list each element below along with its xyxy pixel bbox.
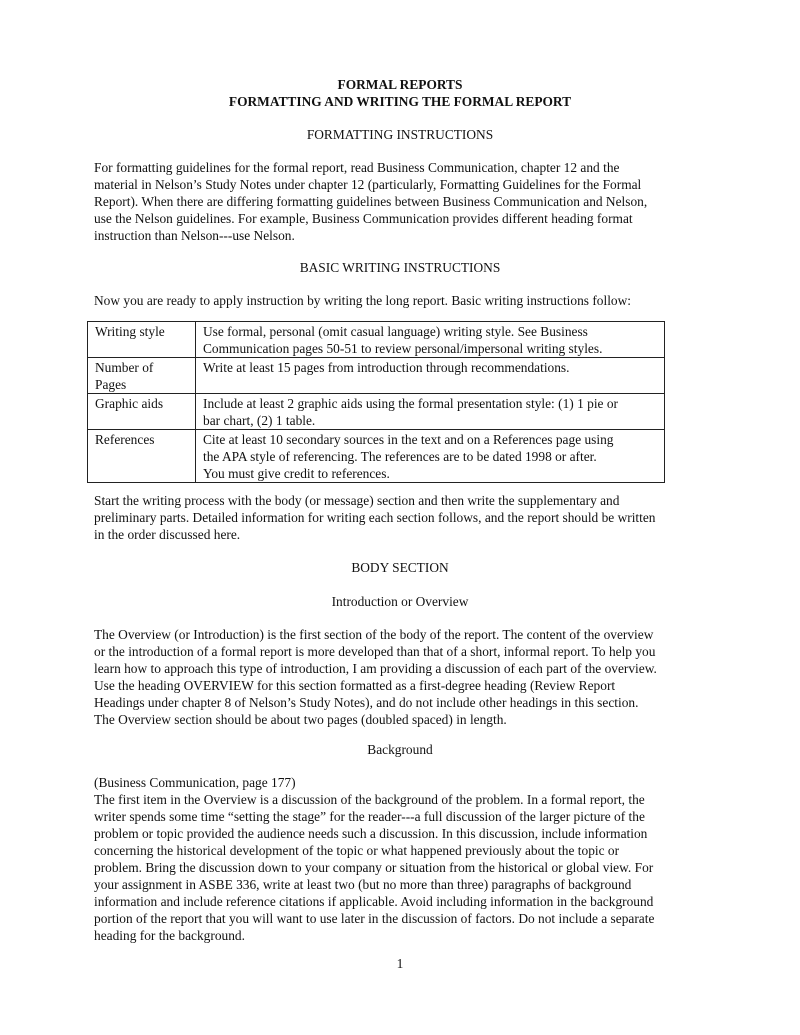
writing-process-paragraph bbox=[94, 492, 706, 543]
document-subtitle: FORMATTING AND WRITING THE FORMAL REPORT bbox=[228, 94, 572, 109]
cell-line: You must give credit to references. bbox=[203, 466, 390, 481]
text-line: The first item in the Overview is a discussion of the background of the problem. In a formal report, the bbox=[94, 792, 645, 807]
overview-heading: Introduction or Overview bbox=[331, 594, 469, 609]
cell-line: Number of bbox=[95, 360, 154, 375]
text-line: Report). When there are differing formatting guidelines between Business Communication and Nelson, bbox=[94, 194, 648, 209]
text-line: writer spends some time “setting the stage” for the reader---a full discussion of the larger picture of the bbox=[94, 809, 645, 824]
table-text-cell bbox=[196, 430, 665, 483]
text-line: Use the heading OVERVIEW for this section formatted as a first-degree heading (Review Report bbox=[94, 678, 616, 693]
text-line: Start the writing process with the body (or message) section and then write the supplementary and bbox=[94, 493, 620, 508]
page-number: 1 bbox=[396, 956, 404, 971]
cell-line: References bbox=[95, 432, 155, 447]
text-line: in the order discussed here. bbox=[94, 527, 241, 542]
cell-line: Communication pages 50-51 to review personal/impersonal writing styles. bbox=[203, 341, 603, 356]
text-line: information and include reference citations if applicable. Avoid including information in the background bbox=[94, 894, 654, 909]
text-line: The Overview section should be about two pages (doubled spaced) in length. bbox=[94, 712, 507, 727]
cell-line: Writing style bbox=[95, 324, 165, 339]
text-line: problem. Bring the discussion down to your company or situation from the historical or global view. For bbox=[94, 860, 654, 875]
cell-line: Include at least 2 graphic aids using the formal presentation style: (1) 1 pie or bbox=[203, 396, 618, 411]
cell-line: Graphic aids bbox=[95, 396, 164, 411]
text-line: Now you are ready to apply instruction by writing the long report. Basic writing instructions follow: bbox=[94, 293, 632, 308]
cell-line: Pages bbox=[95, 377, 127, 392]
text-line: learn how to approach this type of introduction, I am providing a discussion of each part of the overview. bbox=[94, 661, 657, 676]
cell-line: the APA style of referencing. The references are to be dated 1998 or after. bbox=[203, 449, 597, 464]
basic-writing-heading: BASIC WRITING INSTRUCTIONS bbox=[299, 260, 501, 275]
table-row bbox=[88, 394, 665, 430]
formatting-heading: FORMATTING INSTRUCTIONS bbox=[306, 127, 494, 142]
text-line: Headings under chapter 8 of Nelson’s Study Notes), and do not include other headings in this section. bbox=[94, 695, 639, 710]
document-title: FORMAL REPORTS bbox=[337, 77, 463, 92]
table-row bbox=[88, 358, 665, 394]
table-row bbox=[88, 430, 665, 483]
text-line: portion of the report that you will want to use later in the discussion of factors. Do not include a separate bbox=[94, 911, 655, 926]
text-line: problem or topic provided the audience needs such a discussion. In this discussion, include information bbox=[94, 826, 648, 841]
text-line: (Business Communication, page 177) bbox=[94, 775, 296, 790]
text-line: concerning the historical development of the topic or what happened previously about the topic or bbox=[94, 843, 620, 858]
table-text-cell bbox=[196, 322, 665, 358]
cell-line: Cite at least 10 secondary sources in the text and on a References page using bbox=[203, 432, 614, 447]
table-row bbox=[88, 322, 665, 358]
table-text-cell bbox=[196, 394, 665, 430]
text-line: preliminary parts. Detailed information for writing each section follows, and the report should be written bbox=[94, 510, 656, 525]
text-line: heading for the background. bbox=[94, 928, 245, 943]
cell-line: Use formal, personal (omit casual language) writing style. See Business bbox=[203, 324, 588, 339]
table-label-cell bbox=[88, 430, 196, 483]
text-line: your assignment in ASBE 336, write at least two (but no more than three) paragraphs of background bbox=[94, 877, 632, 892]
text-line: or the introduction of a formal report is more developed than that of a short, informal report. To help you bbox=[94, 644, 656, 659]
basic-writing-intro bbox=[94, 292, 706, 309]
table-label-cell bbox=[88, 322, 196, 358]
table-text-cell bbox=[196, 358, 665, 394]
text-line: instruction than Nelson---use Nelson. bbox=[94, 228, 295, 243]
table-label-cell bbox=[88, 394, 196, 430]
table-label-cell bbox=[88, 358, 196, 394]
text-line: use the Nelson guidelines. For example, Business Communication provides different heading format bbox=[94, 211, 633, 226]
background-heading: Background bbox=[367, 742, 433, 757]
text-line: material in Nelson’s Study Notes under chapter 12 (particularly, Formatting Guidelines for the Formal bbox=[94, 177, 642, 192]
background-paragraph bbox=[94, 774, 706, 944]
cell-line: bar chart, (2) 1 table. bbox=[203, 413, 316, 428]
text-line: For formatting guidelines for the formal report, read Business Communication, chapter 12 and the bbox=[94, 160, 620, 175]
formatting-paragraph bbox=[94, 159, 706, 244]
overview-paragraph bbox=[94, 626, 706, 728]
writing-instructions-table bbox=[87, 321, 665, 483]
body-section-heading: BODY SECTION bbox=[351, 560, 449, 575]
text-line: The Overview (or Introduction) is the first section of the body of the report. The content of the overview bbox=[94, 627, 654, 642]
cell-line: Write at least 15 pages from introduction through recommendations. bbox=[203, 360, 570, 375]
